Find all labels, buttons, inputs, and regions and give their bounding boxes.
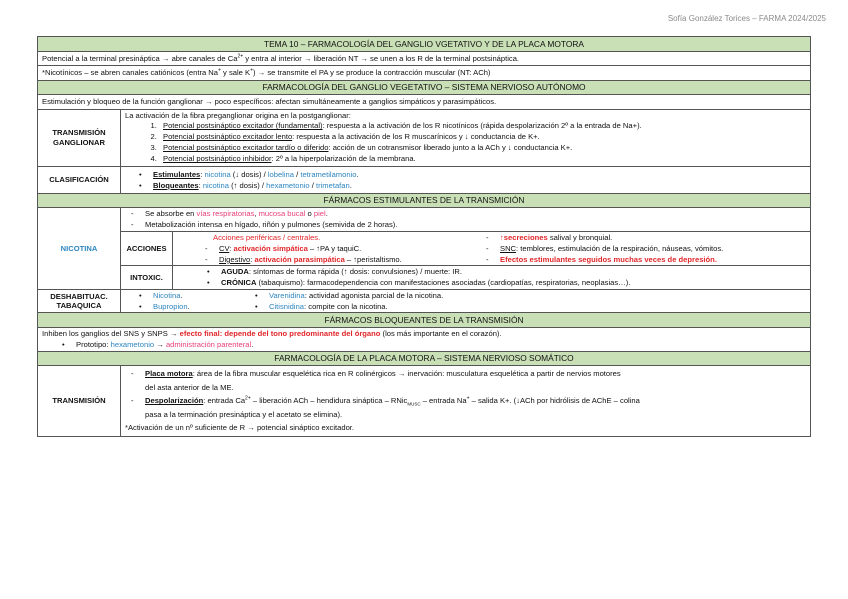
- clasificacion-content: [121, 167, 811, 193]
- section-title-ganglio: FARMACOLOGÍA DEL GANGLIO VEGETATIVO – SISTEMA NERVIOSO AUTÓNOMO: [38, 80, 811, 95]
- summary-table: [37, 36, 811, 437]
- deshabituacion-content: • Nicotina. • Bupropion. • Varenidina: actividad agonista parcial de la nicotina. • Citisnidina: compite con la nicotina.: [121, 289, 811, 312]
- intoxicacion-content: • AGUDA: síntomas de forma rápida (↑ dosis: convulsiones) / muerte: IR. • CRÓNICA (tabaquismo): farmacodependencia con manifestaciones asociadas (cardiopatías, respiratorias, neoplasias…).: [173, 266, 811, 289]
- transmision-ganglionar-label: TRANSMISIÓN GANGLIONAR: [38, 109, 121, 167]
- acciones-content: Acciones periféricas / centrales. - CV: activación simpática – ↑PA y taquiC. - Digestivo: activación parasimpática – ↑peristaltismo. - ↑secreciones salival y bronquial. - SNC: temblores, estimulación de la respiración, náuseas, vómitos. - Efectos estimulantes seguidos muchas veces de depresión.: [173, 231, 811, 265]
- list-item: • Bloqueantes: nicotina (↑ dosis) / hexametonio / trimetafan.: [139, 180, 352, 190]
- clasificacion-label: CLASIFICACIÓN: [38, 167, 121, 193]
- transmision-placa-content: - Placa motora: área de la fibra muscular esquelética rica en R colinérgicos → inervación: musculatura esquelética a partir de nervios motores del asta anterior de la ME. - Despolarización: entrada $Ca^{2+}$ – liberación ACh – hendidura sináptica – RNic$_{MUSC}$ – entrada Na+ – salida K+. (↓ACh por hidrólisis de AChE – colina pasa a la terminación presináptica y el acetato se elimina). *Activación de un nº suficiente de R → potencial sináptico excitador.: [121, 366, 811, 436]
- title-row-1: [38, 37, 811, 52]
- list-item: 2. Potencial postsináptico excitador lento: respuesta a la activación de los R muscarínicos y ↓ conductancia de K+.: [159, 132, 806, 141]
- section-title-tema: TEMA 10 – FARMACOLOGÍA DEL GANGLIO VGETATIVO Y DE LA PLACA MOTORA: [38, 37, 811, 52]
- section-title-estimulantes: FÁRMACOS ESTIMULANTES DE LA TRANSMICIÓN: [38, 193, 811, 208]
- section-title-placa-motora: FARMACOLOGÍA DE LA PLACA MOTORA – SISTEMA NERVIOSO SOMÁTICO: [38, 351, 811, 366]
- bloqueantes-content: Inhiben los ganglios del SNS y SNPS → efecto final: depende del tono predominante del órgano (los más importante en el corazón). • Prototipo: hexametonio → administración parenteral.: [38, 327, 811, 351]
- intro-line-1: Potencial a la terminal presináptica → abre canales de $Ca^{2+}$ y entra al interior → liberación NT → se unen a los R de la terminal postsináptica.: [38, 51, 811, 66]
- nicotina-label: NICOTINA: [38, 208, 121, 289]
- list-item: • Estimulantes: nicotina (↓ dosis) / lobelina / tetrametilamonio.: [139, 169, 359, 179]
- list-item: 4. Potencial postsináptico inhibidor: 2º a la hiperpolarización de la membrana.: [159, 154, 806, 163]
- intoxicacion-label: INTOXIC.: [121, 266, 173, 289]
- estimulacion-bloqueo-line: Estimulación y bloqueo de la función ganglionar → poco específicos: afectan simultáneamente a ganglios simpáticos y parasimpáticos.: [38, 95, 811, 110]
- list-item: 1. Potencial postsináptico excitador (fundamental): respuesta a la activación de los R nicotínicos (rápida despolarización 2º a la entrada de Na+).: [159, 121, 806, 130]
- list-item: 3. Potencial postsináptico excitador tardío o diferido: acción de un cotransmisor liberado junto a la ACh y ↓ conductancia K+.: [159, 143, 806, 152]
- acciones-label: ACCIONES: [121, 231, 173, 265]
- nicotina-absorcion: - Se absorbe en vías respiratorias, mucosa bucal o piel. - Metabolización intensa en hígado, riñón y pulmones (semivida de 2 horas).: [121, 208, 811, 231]
- transmision-ganglionar-content: La activación de la fibra preganglionar origina en la postganglionar: 1. Potencial postsináptico excitador (fundamental): respuesta a la activación de los R nicotínicos (rápida despolarización 2º a la entrada de Na+). 2. Potencial postsináptico excitador lento: respuesta a la activación de los R muscarínicos y ↓ conductancia de K+. 3. Potencial postsináptico excitador tardío o diferido: acción de un cotransmisor liberado junto a la ACh y ↓ conductancia K+. 4. Potencial postsináptico inhibidor: 2º a la hiperpolarización de la membrana.: [121, 109, 811, 167]
- deshabituacion-label: DESHABITUAC. TABAQUICA: [38, 289, 121, 312]
- author-header: Sofía González Torices – FARMA 2024/2025: [667, 14, 826, 23]
- transmision-list: [125, 121, 806, 163]
- transmision-placa-label: TRANSMISIÓN: [38, 366, 121, 436]
- intro-line-2: *Nicotínicos – se abren canales catiónicos (entra Na+ y sale K+) → se transmite el PA y se produce la contracción muscular (NT: ACh): [38, 66, 811, 81]
- section-title-bloqueantes: FÁRMACOS BLOQUEANTES DE LA TRANSMISIÓN: [38, 313, 811, 328]
